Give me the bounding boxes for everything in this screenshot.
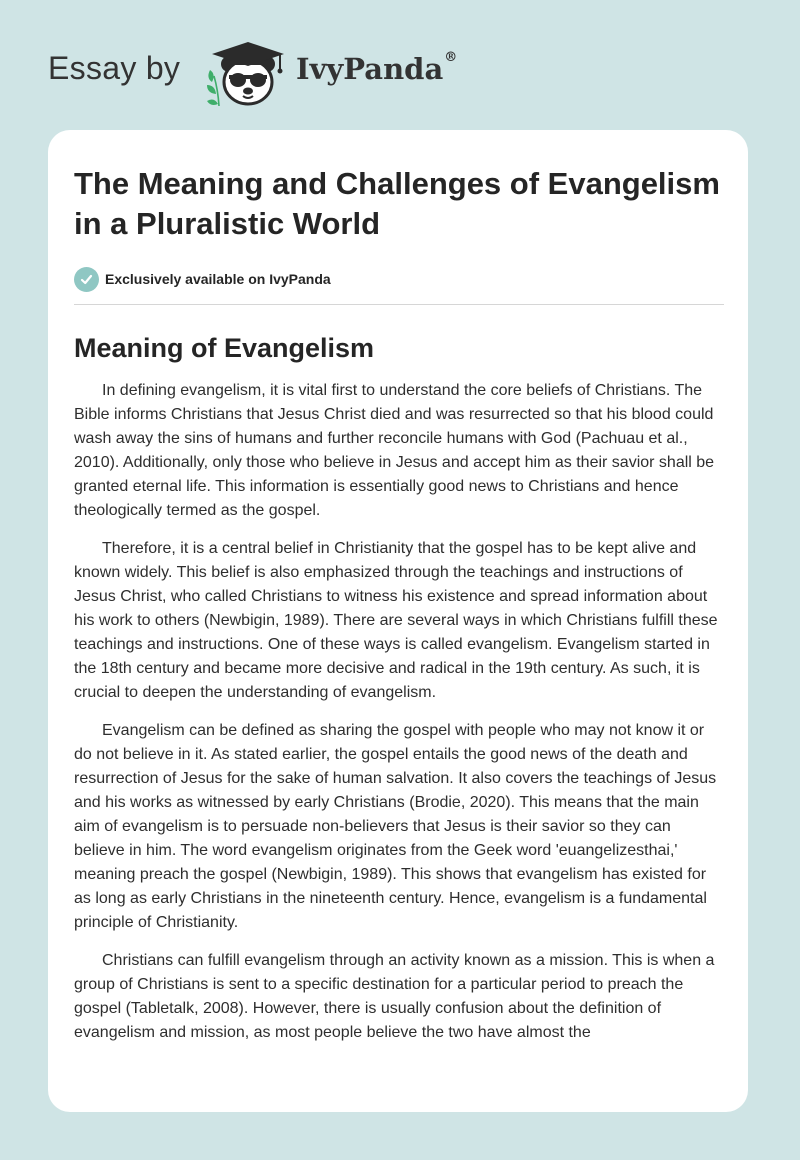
- site-header: [0, 0, 800, 130]
- registered-mark: ®: [444, 50, 458, 65]
- divider: [74, 304, 724, 305]
- paragraph-4: Christians can fulfill evangelism through an activity known as a mission. This is when a group of Christians is sent to a specific destination for a particular period to preach the gospel (Tabletalk, 2008). However, there is usually confusion about the definition of evangelism and mission, as most people believe the two have almost the: [74, 952, 715, 1041]
- paragraph-3: Evangelism can be defined as sharing the gospel with people who may not know it or do not believe in it. As stated earlier, the gospel entails the good news of the death and resurrection of Jesus for the sake of human salvation. It also covers the teachings of Jesus and his works as witnessed by early Christians (Brodie, 2020). This means that the main aim of evangelism is to persuade non-believers that Jesus is their savior so they can believe in him. The word evangelism originates from the Geek word 'euangelizesthai,' meaning preach the gospel (Newbigin, 1989). This shows that evangelism has existed for as long as early Christians in the nineteenth century. Hence, evangelism is a fundamental principle of Christianity.: [74, 722, 717, 931]
- essay-content: [74, 164, 724, 1059]
- checkmark-icon: [80, 273, 93, 286]
- section-heading: Meaning of Evangelism: [74, 333, 375, 363]
- page-title: The Meaning and Challenges of Evangelism in a Pluralistic World: [74, 166, 720, 241]
- exclusive-badge: [74, 266, 724, 292]
- check-circle-icon: [74, 267, 99, 292]
- paragraph-1: In defining evangelism, it is vital first to understand the core beliefs of Christians. The Bible informs Christians that Jesus Christ died and was resurrected so that his blood could wash away the sins of humans and further reconcile humans with God (Pachuau et al., 2010). Additionally, only those who believe in Jesus and accept him as their savior shall be granted eternal life. This information is essentially good news to Christians and hence theologically termed as the gospel.: [74, 382, 715, 519]
- ivypanda-logo-icon[interactable]: [200, 38, 290, 110]
- exclusive-label: Exclusively available on IvyPanda: [105, 271, 331, 287]
- brand-name[interactable]: IvyPanda®: [296, 50, 458, 86]
- essay-card: [48, 130, 748, 1112]
- brand-prefix: Essay by: [48, 50, 181, 86]
- paragraph-2: Therefore, it is a central belief in Christianity that the gospel has to be kept alive and known widely. This belief is also emphasized through the teachings and instructions of Jesus Christ, who called Christians to witness his existence and spread information about his work to others (Newbigin, 1989). There are several ways in which Christians fulfill these teachings and instructions. One of these ways is called evangelism. Evangelism started in the 18th century and became more decisive and radical in the 19th century. As such, it is crucial to deepen the understanding of evangelism.: [74, 540, 718, 701]
